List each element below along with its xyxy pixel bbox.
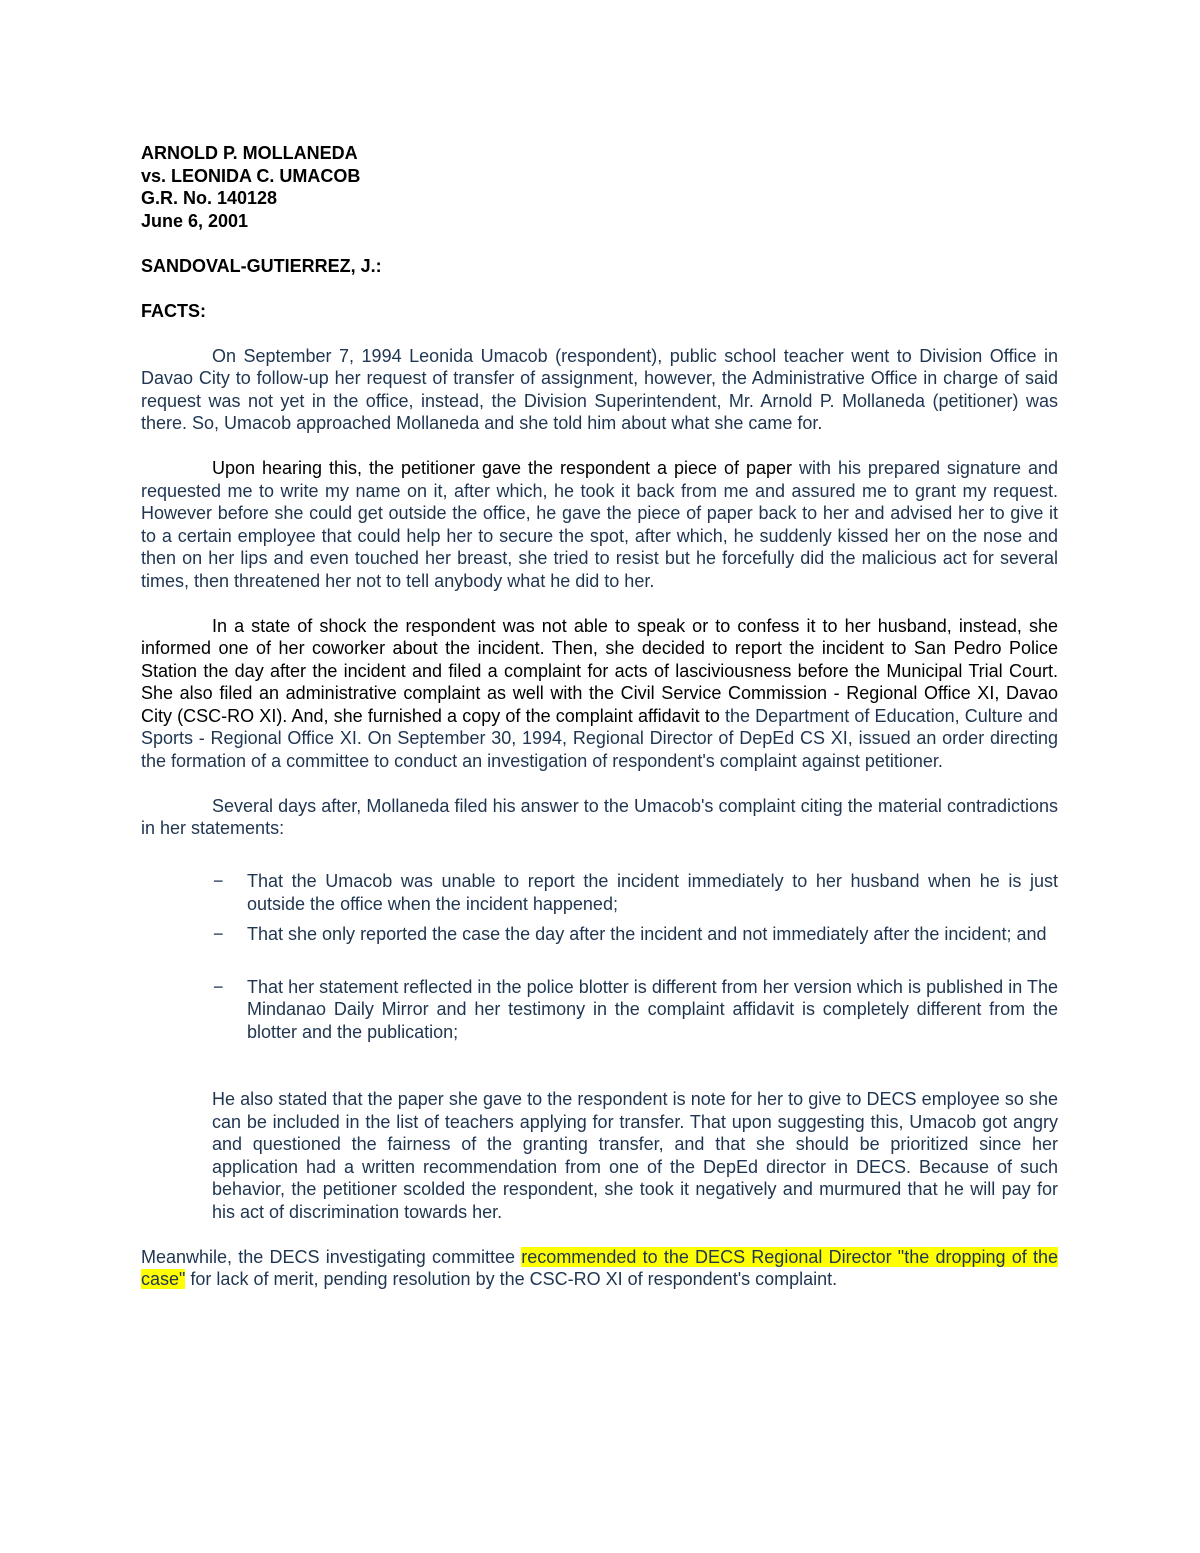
p2-part-b: with his prepared signature and requested me to write my name on it, after which, he took it back from me and assured me to grant my request. However before she could get outside the office, he gave the piece of paper back to her and advised her to give it to a certain employee that could help her to secure the spot, after which, he suddenly kissed her on the nose and then on her lips and even touched her breast, she tried to resist but he forcefully did the malicious act for several times, then threatened her not to tell anybody what he did to her. bbox=[141, 458, 1058, 591]
dash-marker: − bbox=[213, 871, 224, 891]
highlighted-recommendation: recommended to the DECS Regional Director "the dropping of the case" bbox=[141, 1246, 1058, 1289]
dash-marker: − bbox=[213, 976, 224, 997]
p3-part-b: the Department of Education, Culture and Sports - Regional Office XI. On September 30, 1994, Regional Director of DepEd CS XI, issued an order directing the formation of a committee to conduct an investigation of respondent's complaint against petitioner. bbox=[141, 705, 1058, 771]
facts-paragraph-4: Several days after, Mollaneda filed his answer to the Umacob's complaint citing the material contradictions in her statements: bbox=[141, 795, 1058, 838]
facts-paragraph-1: On September 7, 1994 Leonida Umacob (respondent), public school teacher went to Division Office in Davao City to follow-up her request of transfer of assignment, however, the Administrative Office in charge of said request was not yet in the office, instead, the Division Superintendent, Mr. Arnold P. Mollaneda (petitioner) was there. So, Umacob approached Mollaneda and she told him about what she came for. bbox=[141, 345, 1058, 433]
facts-paragraph-3 bbox=[141, 615, 1058, 773]
p6-part-c: for lack of merit, pending resolution by the CSC-RO XI of respondent's complaint. bbox=[185, 1269, 838, 1289]
section-heading: FACTS: bbox=[141, 300, 206, 321]
list-item bbox=[141, 923, 1058, 946]
facts-paragraph-5: He also stated that the paper she gave to the respondent is note for her to give to DECS employee so she can be included in the list of teachers applying for transfer. That upon suggesting this, Umacob got angry and questioned the fairness of the granting transfer, and that she should be prioritized since her application had a written recommendation from one of the DepEd director in DECS. Because of such behavior, the petitioner scolded the respondent, she took it negatively and murmured that he will pay for his act of discrimination towards her. bbox=[212, 1089, 1058, 1222]
list-item bbox=[141, 976, 1058, 1044]
facts-paragraph-2 bbox=[141, 457, 1058, 592]
bullet-text-3: That her statement reflected in the police blotter is different from her version which is published in The Mindanao Daily Mirror and her testimony in the complaint affidavit is completely different from the blotter and the publication; bbox=[247, 976, 1058, 1042]
case-number: G.R. No. 140128 bbox=[141, 188, 278, 208]
p6-part-a: Meanwhile, the DECS investigating committee bbox=[141, 1246, 516, 1267]
p2-part-a: Upon hearing this, the petitioner gave the respondent a piece of paper bbox=[212, 458, 792, 478]
case-petitioner: ARNOLD P. MOLLANEDA bbox=[141, 143, 358, 163]
document-page bbox=[141, 142, 1058, 1291]
ponente: SANDOVAL-GUTIERREZ, J.: bbox=[141, 255, 382, 276]
list-item bbox=[141, 870, 1058, 915]
facts-paragraph-6 bbox=[141, 1246, 1058, 1291]
case-respondent: vs. LEONIDA C. UMACOB bbox=[141, 165, 361, 186]
case-date: June 6, 2001 bbox=[141, 210, 249, 231]
p3-part-a: In a state of shock the respondent was not able to speak or to confess it to her husband, instead, she informed one of her coworker about the incident. Then, she decided to report the incident to San Pedro Police Station the day after the incident and filed a complaint for acts of lasciviousness before the Municipal Trial Court. She also filed an administrative complaint as well with the Civil Service Commission - Regional Office XI, Davao City (CSC-RO XI). And, she furnished a copy of the complaint affidavit to bbox=[141, 615, 1058, 726]
bullet-text-1: That the Umacob was unable to report the incident immediately to her husband when he is just outside the office when the incident happened; bbox=[247, 871, 1058, 914]
contradictions-list bbox=[141, 870, 1058, 1043]
dash-marker: − bbox=[213, 924, 224, 944]
bullet-text-2: That she only reported the case the day after the incident and not immediately after the incident; and bbox=[247, 924, 1047, 944]
